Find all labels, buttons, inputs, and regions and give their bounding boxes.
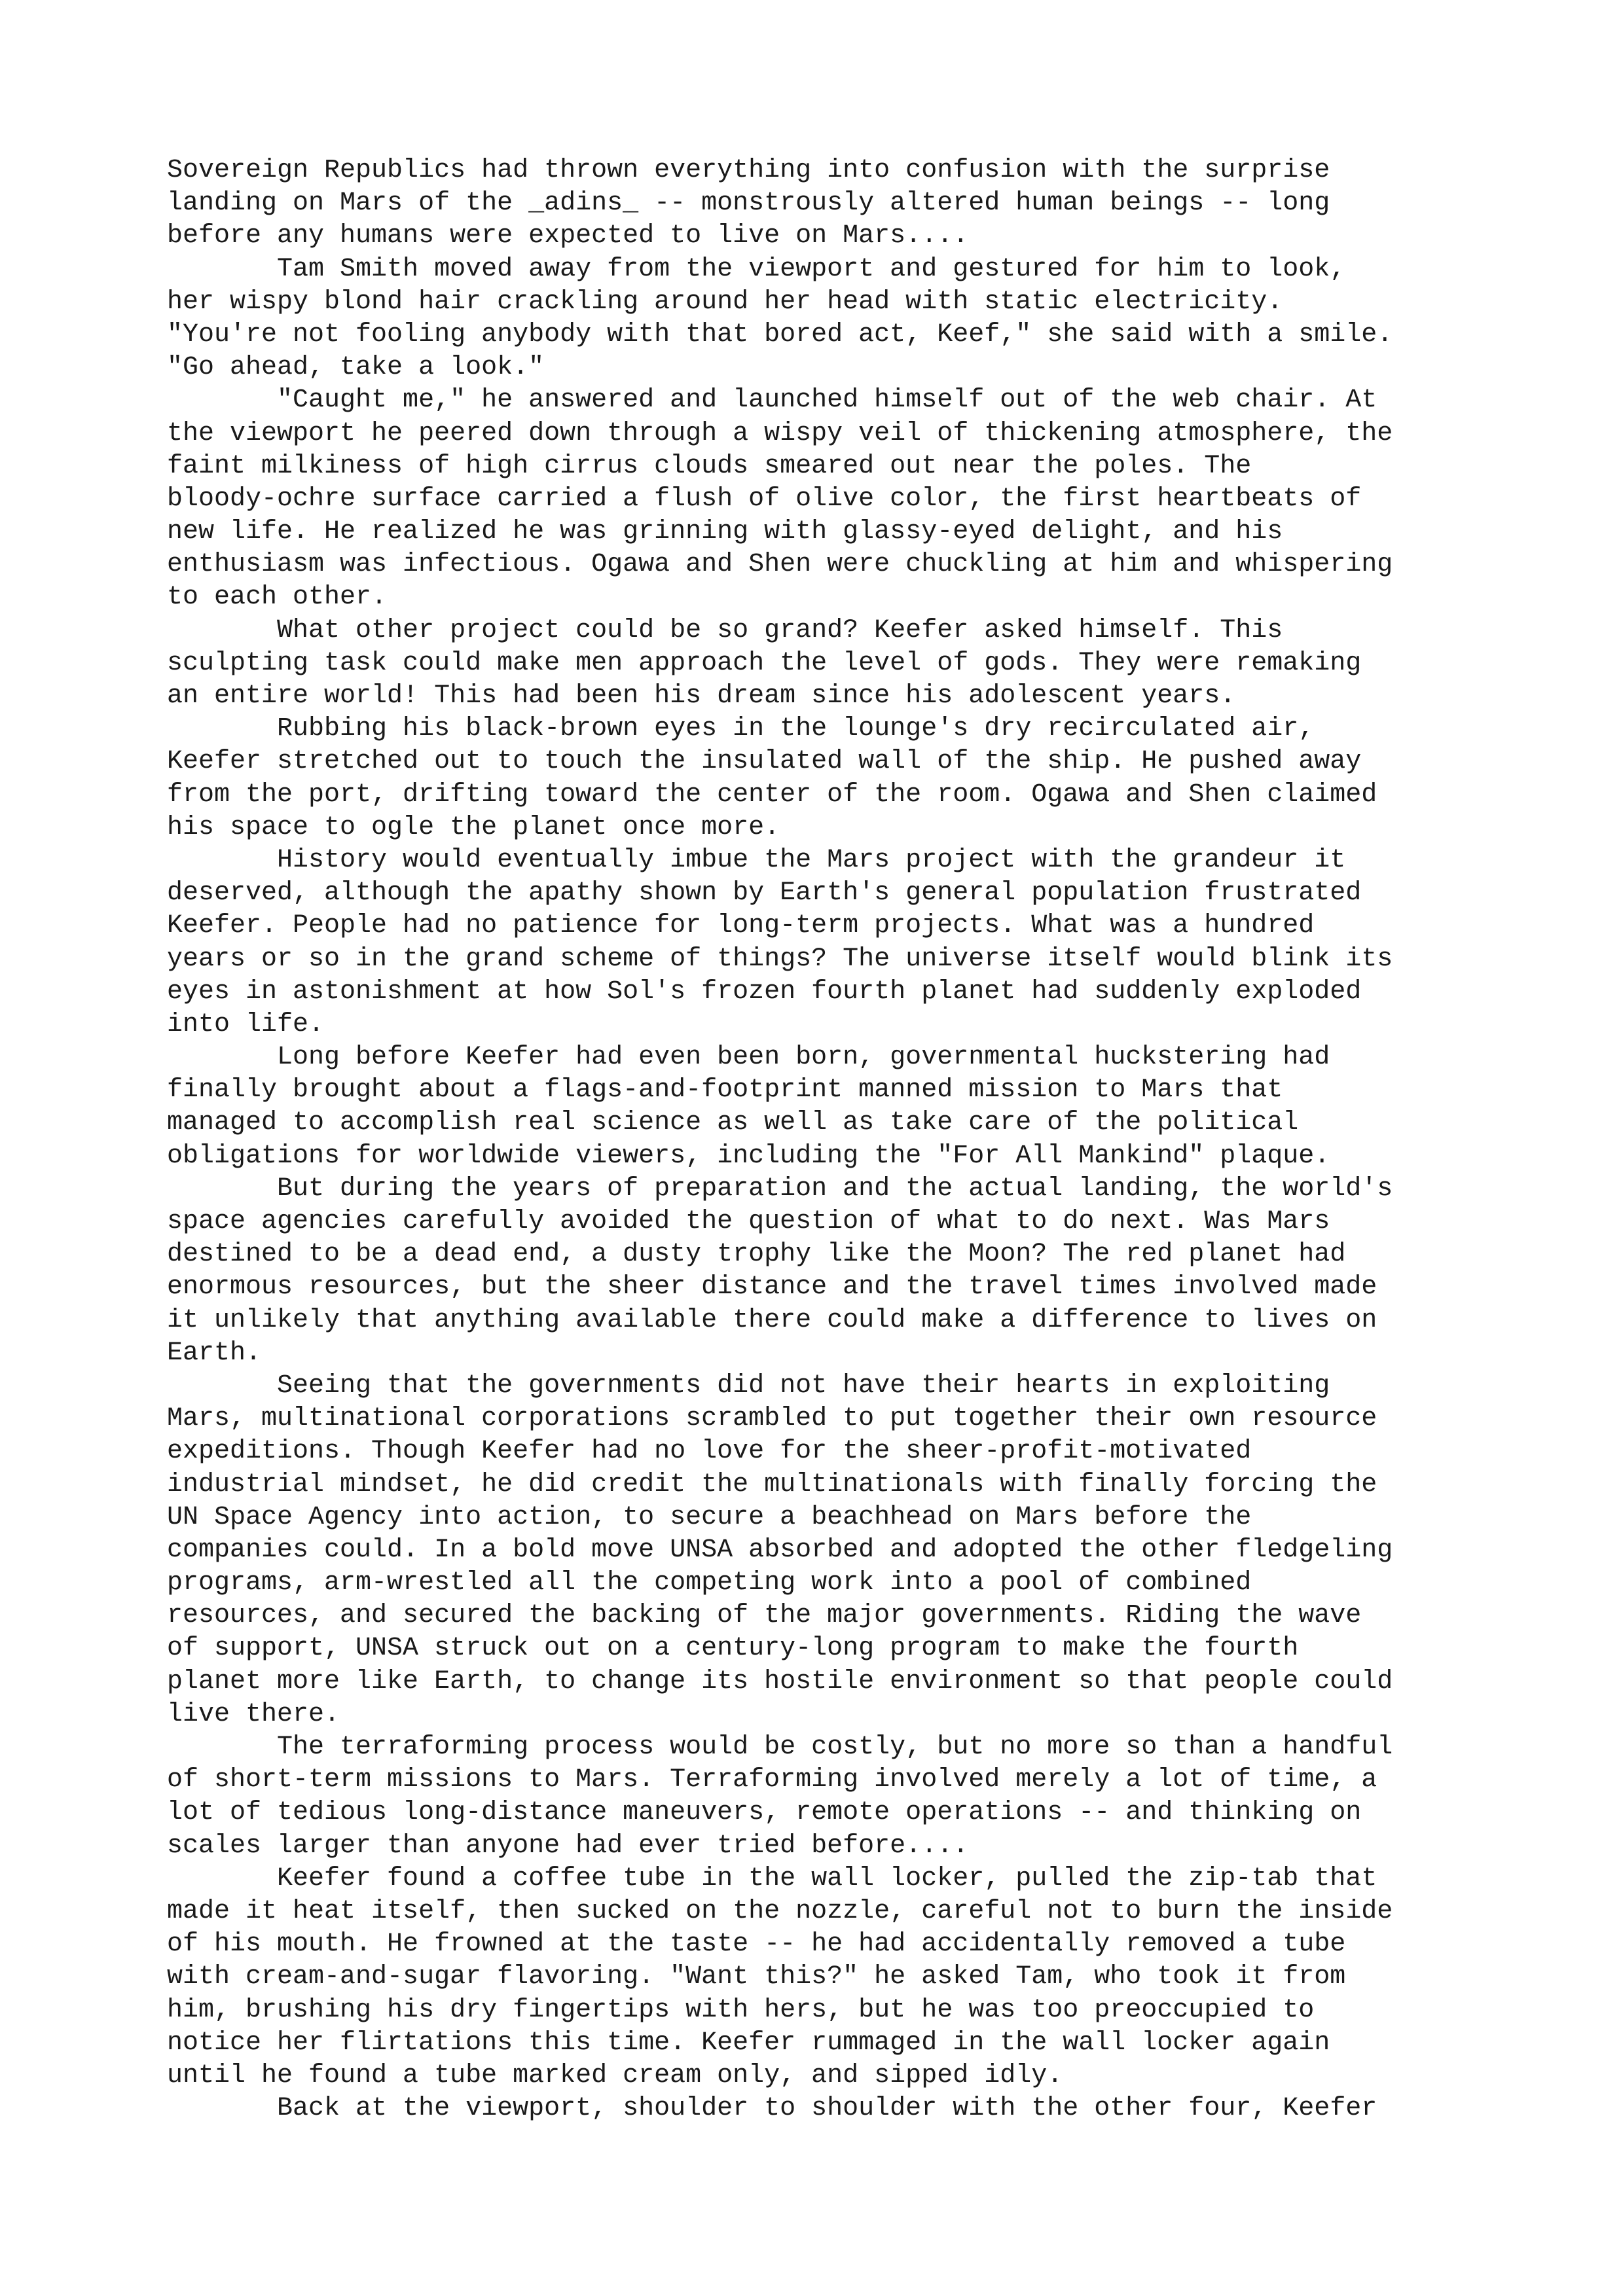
text-line: "Caught me," he answered and launched himself out of the web chair. At <box>167 386 1377 416</box>
text-line: from the port, drifting toward the center of the room. Ogawa and Shen claimed <box>167 780 1377 810</box>
text-line: of support, UNSA struck out on a century-long program to make the fourth <box>167 1634 1299 1664</box>
text-line: bloody-ochre surface carried a flush of olive color, the first heartbeats of <box>167 484 1362 514</box>
text-line: him, brushing his dry fingertips with hers, but he was too preoccupied to <box>167 1995 1315 2025</box>
text-line: managed to accomplish real science as well as take care of the political <box>167 1108 1299 1138</box>
text-line: made it heat itself, then sucked on the nozzle, careful not to burn the inside <box>167 1896 1393 1926</box>
text-line: sculpting task could make men approach the level of gods. They were remaking <box>167 648 1362 678</box>
text-line: Keefer stretched out to touch the insulated wall of the ship. He pushed away <box>167 747 1362 777</box>
text-line: destined to be a dead end, a dusty trophy like the Moon? The red planet had <box>167 1240 1346 1270</box>
text-line: Keefer. People had no patience for long-term projects. What was a hundred <box>167 911 1315 941</box>
text-line: UN Space Agency into action, to secure a beachhead on Mars before the <box>167 1502 1252 1532</box>
text-line: to each other. <box>167 583 388 613</box>
text-line: years or so in the grand scheme of things? The universe itself would blink its <box>167 944 1393 974</box>
text-line: of short-term missions to Mars. Terraforming involved merely a lot of time, a <box>167 1765 1377 1795</box>
text-line: "Go ahead, take a look." <box>167 353 545 383</box>
text-line: companies could. In a bold move UNSA absorbed and adopted the other fledgeling <box>167 1535 1393 1565</box>
text-line: of his mouth. He frowned at the taste -- he had accidentally removed a tube <box>167 1929 1346 1960</box>
text-line: The terraforming process would be costly, but no more so than a handful <box>167 1732 1393 1762</box>
text-line: Mars, multinational corporations scrambled to put together their own resource <box>167 1404 1377 1434</box>
text-line: before any humans were expected to live on Mars.... <box>167 221 969 251</box>
text-line: Keefer found a coffee tube in the wall locker, pulled the zip-tab that <box>167 1863 1377 1893</box>
text-line: deserved, although the apathy shown by Earth's general population frustrated <box>167 878 1362 908</box>
text-line: But during the years of preparation and the actual landing, the world's <box>167 1174 1393 1204</box>
text-line: Sovereign Republics had thrown everything into confusion with the surprise <box>167 156 1330 185</box>
text-line: enormous resources, but the sheer distance and the travel times involved made <box>167 1272 1377 1302</box>
text-line: Tam Smith moved away from the viewport and gestured for him to look, <box>167 254 1346 284</box>
text-line: enthusiasm was infectious. Ogawa and Shen were chuckling at him and whispering <box>167 550 1393 580</box>
text-line: an entire world! This had been his dream since his adolescent years. <box>167 681 1236 711</box>
text-line: lot of tedious long-distance maneuvers, remote operations -- and thinking on <box>167 1798 1362 1828</box>
text-line: planet more like Earth, to change its hostile environment so that people could <box>167 1666 1393 1696</box>
text-line: space agencies carefully avoided the question of what to do next. Was Mars <box>167 1207 1330 1236</box>
text-line: notice her flirtations this time. Keefer rummaged in the wall locker again <box>167 2028 1330 2058</box>
text-line: live there. <box>167 1699 340 1729</box>
text-line: Earth. <box>167 1338 262 1368</box>
text-line: industrial mindset, he did credit the multinationals with finally forcing the <box>167 1469 1377 1499</box>
text-line: Rubbing his black-brown eyes in the lounge's dry recirculated air, <box>167 714 1315 744</box>
text-line: faint milkiness of high cirrus clouds smeared out near the poles. The <box>167 451 1252 481</box>
text-line: resources, and secured the backing of the major governments. Riding the wave <box>167 1601 1362 1631</box>
text-line: eyes in astonishment at how Sol's frozen fourth planet had suddenly exploded <box>167 977 1362 1007</box>
text-line: it unlikely that anything available there could make a difference to lives on <box>167 1305 1377 1335</box>
text-line: expeditions. Though Keefer had no love for the sheer-profit-motivated <box>167 1437 1252 1467</box>
text-line: Long before Keefer had even been born, governmental huckstering had <box>167 1043 1330 1073</box>
text-line: History would eventually imbue the Mars project with the grandeur it <box>167 845 1346 875</box>
text-line: the viewport he peered down through a wispy veil of thickening atmosphere, the <box>167 418 1393 448</box>
text-line: obligations for worldwide viewers, including the "For All Mankind" plaque. <box>167 1141 1330 1171</box>
body-text <box>167 154 1476 2125</box>
text-line: her wispy blond hair crackling around her head with static electricity. <box>167 287 1283 317</box>
text-line: What other project could be so grand? Keefer asked himself. This <box>167 615 1283 645</box>
text-line: Seeing that the governments did not have their hearts in exploiting <box>167 1371 1330 1401</box>
text-line: programs, arm-wrestled all the competing work into a pool of combined <box>167 1568 1252 1598</box>
text-line: finally brought about a flags-and-footprint manned mission to Mars that <box>167 1075 1283 1105</box>
text-line: scales larger than anyone had ever tried before.... <box>167 1831 969 1861</box>
text-line: landing on Mars of the _adins_ -- monstrously altered human beings -- long <box>167 188 1330 219</box>
text-line: Back at the viewport, shoulder to shoulder with the other four, Keefer <box>167 2094 1377 2124</box>
text-line: his space to ogle the planet once more. <box>167 812 780 842</box>
text-line: "You're not fooling anybody with that bored act, Keef," she said with a smile. <box>167 319 1393 350</box>
text-line: with cream-and-sugar flavoring. "Want this?" he asked Tam, who took it from <box>167 1962 1346 1992</box>
text-line: until he found a tube marked cream only, and sipped idly. <box>167 2060 1063 2090</box>
text-line: new life. He realized he was grinning with glassy-eyed delight, and his <box>167 517 1283 547</box>
text-line: into life. <box>167 1009 325 1039</box>
